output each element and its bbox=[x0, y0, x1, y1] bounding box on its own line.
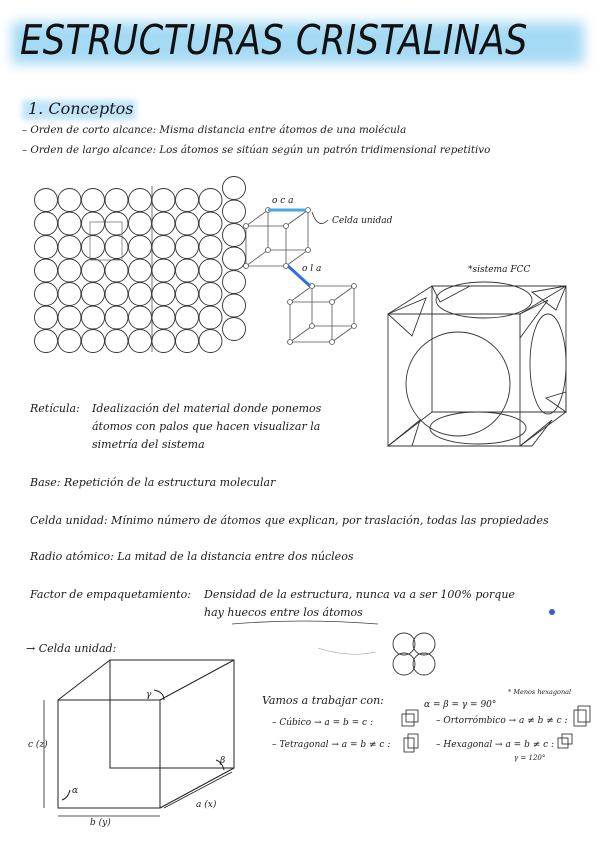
grid-atom bbox=[199, 236, 222, 259]
grid-atom bbox=[223, 200, 246, 223]
grid-atom bbox=[58, 212, 81, 235]
grid-atom bbox=[223, 224, 246, 247]
grid-atom bbox=[129, 189, 152, 212]
fcc-cube-drawing bbox=[388, 282, 566, 446]
systems-angles: α = β = γ = 90° bbox=[424, 700, 497, 710]
grid-atom bbox=[82, 283, 105, 306]
unit-cell-drawing bbox=[58, 660, 234, 808]
grid-atom bbox=[82, 306, 105, 329]
grid-atom bbox=[82, 212, 105, 235]
grid-atom bbox=[58, 236, 81, 259]
grid-atom bbox=[82, 330, 105, 353]
reticula-line-2: átomos con palos que hacen visualizar la bbox=[92, 420, 321, 433]
grid-atom bbox=[199, 306, 222, 329]
grid-atom bbox=[58, 189, 81, 212]
grid-atom bbox=[176, 189, 199, 212]
label-beta: β bbox=[220, 756, 226, 766]
grid-atom bbox=[152, 330, 175, 353]
atom-grid-drawing bbox=[35, 177, 246, 353]
label-gamma: γ bbox=[146, 690, 152, 700]
grid-atom bbox=[152, 259, 175, 282]
grid-atom bbox=[105, 236, 128, 259]
grid-atom bbox=[176, 306, 199, 329]
reticula-term: Retícula: bbox=[30, 402, 80, 415]
systems-intro: Vamos a trabajar con: bbox=[262, 694, 384, 707]
grid-atom bbox=[35, 189, 58, 212]
bullet-long-range: – Orden de largo alcance: Los átomos se sitúan según un patrón tridimensional repetitivo bbox=[22, 144, 491, 156]
small-cube-top bbox=[246, 210, 308, 266]
system-gamma-120: γ = 120° bbox=[514, 754, 546, 762]
reticula-line-3: simetría del sistema bbox=[92, 438, 205, 451]
grid-atom bbox=[82, 259, 105, 282]
label-a-top: o c a bbox=[272, 196, 294, 206]
definition-radio: Radio atómico: La mitad de la distancia entre dos núcleos bbox=[30, 550, 354, 563]
label-a-bottom: o l a bbox=[302, 264, 322, 274]
grid-atom bbox=[82, 189, 105, 212]
system-cubic: – Cúbico → a = b = c : bbox=[272, 718, 373, 728]
grid-atom bbox=[152, 306, 175, 329]
grid-atom bbox=[176, 236, 199, 259]
grid-atom bbox=[152, 189, 175, 212]
grid-atom bbox=[129, 212, 152, 235]
grid-atom bbox=[152, 212, 175, 235]
grid-atom bbox=[223, 271, 246, 294]
grid-atom bbox=[82, 236, 105, 259]
grid-atom bbox=[176, 330, 199, 353]
grid-atom bbox=[152, 236, 175, 259]
grid-atom bbox=[58, 330, 81, 353]
label-a-axis: a (x) bbox=[196, 800, 217, 810]
label-celda-unidad: Celda unidad bbox=[332, 216, 393, 226]
label-sistema-fcc: *sistema FCC bbox=[468, 265, 531, 275]
small-stamp bbox=[549, 609, 555, 615]
grid-atom bbox=[129, 259, 152, 282]
grid-atom bbox=[199, 283, 222, 306]
grid-atom bbox=[199, 330, 222, 353]
grid-atom bbox=[199, 189, 222, 212]
grid-atom bbox=[223, 177, 246, 200]
factor-line-1: Densidad de la estructura, nunca va a ser 100% porque bbox=[204, 588, 515, 601]
brace-arrow bbox=[318, 648, 376, 654]
grid-atom bbox=[35, 330, 58, 353]
system-orthorhombic: – Ortorrómbico → a ≠ b ≠ c : bbox=[436, 716, 568, 726]
section-heading: 1. Conceptos bbox=[28, 99, 134, 118]
systems-hex-note: * Menos hexagonal bbox=[508, 688, 572, 696]
factor-term: Factor de empaquetamiento: bbox=[30, 588, 191, 601]
grid-atom bbox=[223, 318, 246, 341]
grid-atom bbox=[105, 306, 128, 329]
small-cube-bottom bbox=[290, 286, 354, 342]
grid-atom bbox=[129, 330, 152, 353]
label-b-axis: b (y) bbox=[90, 818, 111, 828]
grid-atom bbox=[199, 212, 222, 235]
grid-atom bbox=[129, 236, 152, 259]
system-hexagonal: – Hexagonal → a = b ≠ c : bbox=[436, 740, 555, 750]
grid-atom bbox=[223, 247, 246, 270]
label-alpha: α bbox=[72, 786, 79, 796]
packing-circles-drawing bbox=[393, 633, 435, 675]
factor-line-2: hay huecos entre los átomos bbox=[204, 606, 363, 619]
grid-atom bbox=[176, 259, 199, 282]
grid-atom bbox=[58, 306, 81, 329]
reticula-line-1: Idealización del material donde ponemos bbox=[92, 402, 322, 415]
grid-atom bbox=[35, 236, 58, 259]
brace bbox=[232, 621, 378, 624]
label-c-axis: c (z) bbox=[28, 740, 48, 750]
grid-atom bbox=[199, 259, 222, 282]
grid-atom bbox=[35, 212, 58, 235]
grid-atom bbox=[223, 294, 246, 317]
grid-atom bbox=[105, 189, 128, 212]
celda-arrow bbox=[312, 212, 328, 224]
grid-atom bbox=[58, 283, 81, 306]
grid-atom bbox=[35, 283, 58, 306]
grid-atom bbox=[129, 306, 152, 329]
grid-atom bbox=[35, 259, 58, 282]
grid-atom bbox=[105, 212, 128, 235]
grid-atom bbox=[176, 283, 199, 306]
bullet-short-range: – Orden de corto alcance: Misma distancia entre átomos de una molécula bbox=[22, 124, 407, 136]
title-text: ESTRUCTURAS CRISTALINAS bbox=[20, 16, 528, 64]
small-cube-bottom-atoms bbox=[288, 284, 357, 345]
grid-atom bbox=[58, 259, 81, 282]
system-tetragonal: – Tetragonal → a = b ≠ c : bbox=[272, 740, 391, 750]
definition-base: Base: Repetición de la estructura molecular bbox=[30, 476, 276, 489]
grid-atom bbox=[129, 283, 152, 306]
grid-atom bbox=[105, 283, 128, 306]
cell-section-heading: → Celda unidad: bbox=[26, 642, 117, 655]
grid-atom bbox=[105, 330, 128, 353]
grid-atom bbox=[176, 212, 199, 235]
small-cube-top-atoms bbox=[244, 208, 311, 269]
definition-celda: Celda unidad: Mínimo número de átomos que explican, por traslación, todas las propiedades bbox=[30, 514, 549, 527]
grid-atom bbox=[152, 283, 175, 306]
grid-atom bbox=[105, 259, 128, 282]
grid-atom bbox=[35, 306, 58, 329]
